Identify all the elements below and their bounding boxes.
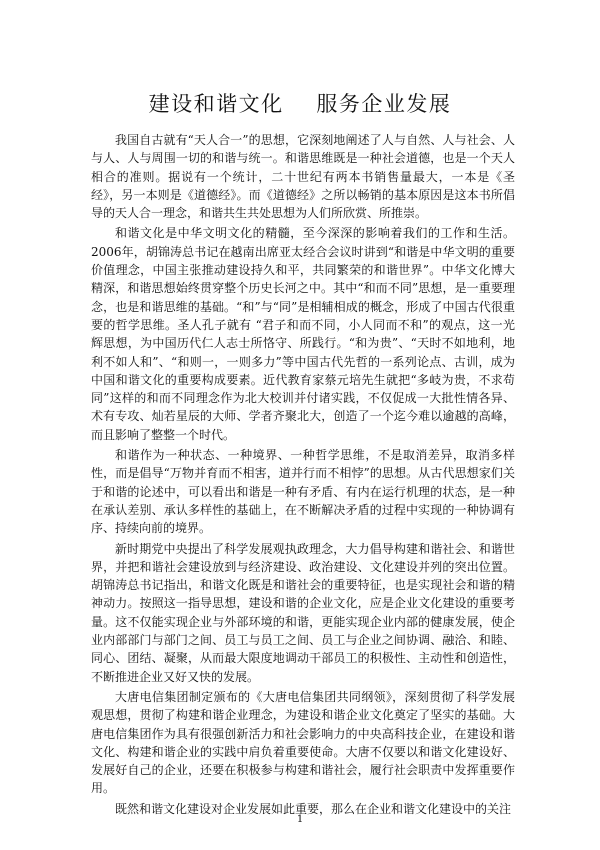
body-text — [91, 131, 515, 820]
page-number: 1 — [296, 814, 304, 825]
paragraph: 新时期党中央提出了科学发展观执政理念，大力倡导构建和谐社会、和谐世界，并把和谐社会建设放到与经济建设、政治建设、文化建设并列的突出位置。胡锦涛总书记指出，和谐文化既是和谐社会的重要特征，也是实现社会和谐的精神动力。按照这一指导思想，建设和谐的企业文化，应是企业文化建设的重要考量。这不仅能实现企业与外部环境的和谐，更能实现企业内部的健康发展，使企业内部部门与部门之间、员工与员工之间、员工与企业之间协调、融洽、和睦、同心、团结、凝聚，从而最大限度地调动干部员工的积极性、主动性和创造性，不断推进企业又好又快的发展。 — [91, 541, 515, 684]
paragraph: 既然和谐文化建设对企业发展如此重要，那么在企业和谐文化建设中的关注 — [115, 801, 512, 816]
paragraph: 我国自古就有“天人合一”的思想，它深刻地阐述了人与自然、人与社会、人与人、人与周围一切的和谐与统一。和谐思维既是一种社会道德，也是一个天人相合的准则。据说有一个统计，二十世纪有两本书销售量最大，一本是《圣经》，另一本则是《道德经》。而《道德经》之所以畅销的基本原因是这本书所倡导的天人合一理念，和谐共生共处思想为人们所欣赏、所推崇。 — [91, 133, 515, 221]
paragraph: 和谐文化是中华文明文化的精髓，至今深深的影响着我们的工作和生活。2006年，胡锦涛总书记在越南出席亚太经合会议时讲到“和谐是中华文明的重要价值理念，中国主张推动建设持久和平，共同繁荣的和谐世界”。中华文化博大精深，和谐思想始终贯穿整个历史长河之中。其中“和而不同”思想，是一重要理念，也是和谐思维的基础。“和”与“同”是相辅相成的概念，形成了中国古代很重要的哲学思维。圣人孔子就有 “君子和而不同，小人同而不和”的观点，这一光辉思想，为中国历代仁人志士所恪守、所践行。“和为贵”、“天时不如地利，地利不如人和”、“和则一，一则多力”等中国古代先哲的一系列论点、古训，成为中国和谐文化的重要构成要素。近代教育家蔡元培先生就把“多岐为贵，不求苟同”这样的和而不同理念作为北大校训并付诸实践，不仅促成一大批性情各异、术有专攻、灿若星辰的大师、学者齐聚北大，创造了一个迄今难以逾越的高峰，而且影响了整整一个时代。 — [91, 226, 515, 442]
paragraph: 大唐电信集团制定颁布的《大唐电信集团共同纲领》，深刻贯彻了科学发展观思想，贯彻了构建和谐企业理念，为建设和谐企业文化奠定了坚实的基础。大唐电信集团作为具有很强创新活力和社会影响力的中央高科技企业，在建设和谐文化、构建和谐企业的实践中肩负着重要使命。大唐不仅要以和谐文化建设好、发展好自己的企业，还要在积极参与构建和谐社会，履行社会职责中发挥重要作用。 — [91, 689, 515, 796]
page-title: 建设和谐文化 服务企业发展 — [148, 92, 452, 116]
paragraph: 和谐作为一种状态、一种境界、一种哲学思维，不是取消差异，取消多样性，而是倡导“万物并育而不相害，道并行而不相悖”的思想。从古代思想家们关于和谐的论述中，可以看出和谐是一种有矛盾、有内在运行机理的状态，是一种在承认差别、承认多样性的基础上，在不断解决矛盾的过程中实现的一种协调有序、持续向前的境界。 — [91, 448, 515, 536]
